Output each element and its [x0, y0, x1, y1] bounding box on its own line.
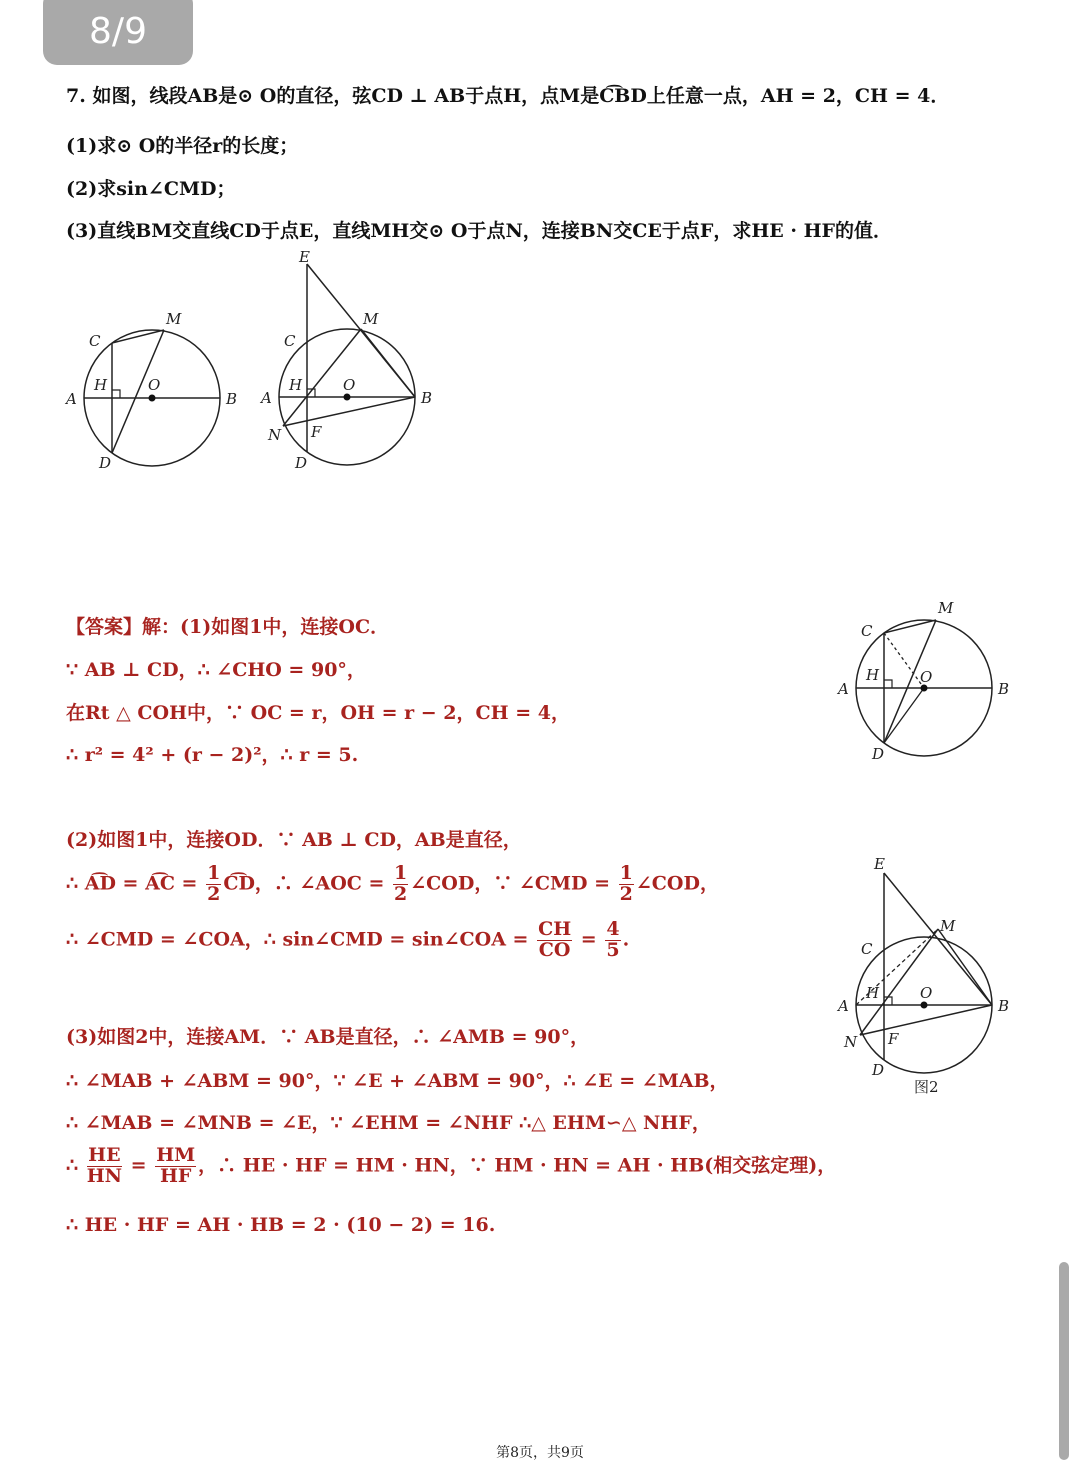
answer-line: ∵ AB ⊥ CD，∴ ∠CHO = 90°，	[66, 659, 366, 681]
answer-line-with-fractions	[66, 864, 719, 905]
denominator: CO	[538, 938, 571, 961]
page-footer: 第8页，共9页	[496, 1445, 584, 1461]
label-O: O	[148, 376, 161, 394]
question-3: (3)直线BM交直线CD于点E，直线MH交⊙ O于点N，连接BN交CE于点F，求HE · HF的值．	[66, 220, 893, 242]
text-segment: ∴ A͡D = A͡C =	[66, 872, 205, 895]
label-C: C	[861, 940, 873, 958]
fraction	[537, 920, 572, 961]
label-E: E	[299, 248, 310, 266]
denominator: 2	[394, 882, 408, 905]
answer-line: (3)如图2中，连接AM．∵ AB是直径，∴ ∠AMB = 90°，	[66, 1026, 590, 1048]
scrollbar-thumb[interactable]	[1059, 1262, 1069, 1460]
label-M: M	[166, 310, 182, 328]
problem-figure-2	[255, 244, 445, 480]
answer-figure-1	[832, 596, 1022, 766]
text-segment: ∠COD，∵ ∠CMD =	[410, 872, 617, 895]
answer-figure-2	[832, 853, 1022, 1098]
question-2: (2)求sin∠CMD；	[66, 178, 236, 200]
denominator: 5	[606, 938, 620, 961]
answer-line: 【答案】解：(1)如图1中，连接OC．	[66, 616, 390, 638]
numerator: 1	[394, 862, 408, 884]
fraction	[87, 1146, 122, 1187]
text-segment: ∠COD，	[635, 872, 719, 895]
fraction	[155, 1146, 196, 1187]
label-C: C	[284, 332, 296, 350]
label-N: N	[268, 426, 282, 444]
question-1: (1)求⊙ O的半径r的长度；	[66, 135, 299, 157]
figure-caption: 图2	[914, 1078, 939, 1096]
answer-line: 在Rt △ COH中，∵ OC = r，OH = r − 2，CH = 4，	[66, 702, 570, 724]
label-B: B	[226, 390, 238, 408]
label-O: O	[343, 376, 356, 394]
label-B: B	[421, 389, 433, 407]
numerator: HM	[156, 1144, 196, 1166]
answer-line: ∴ ∠MAB + ∠ABM = 90°，∵ ∠E + ∠ABM = 90°，∴ ∠E = ∠MAB，	[66, 1070, 729, 1092]
label-M: M	[363, 310, 379, 328]
answer-line: ∴ HE · HF = AH · HB = 2 · (10 − 2) = 16.	[66, 1214, 496, 1236]
numerator: HE	[88, 1144, 121, 1166]
text-segment: ，∴ HE · HF = HM · HN，∵ HM · HN = AH · HB(相交弦定理)，	[198, 1154, 837, 1177]
answer-line: ∴ r² = 4² + (r − 2)²，∴ r = 5.	[66, 744, 359, 766]
answer-line-with-fractions	[66, 920, 629, 961]
problem-statement: 7. 如图，线段AB是⊙ O的直径，弦CD ⊥ AB于点H，点M是C͡BD上任意一点，AH = 2，CH = 4．	[66, 85, 950, 107]
numerator: 1	[619, 862, 633, 884]
numerator: CH	[538, 918, 572, 940]
denominator: 2	[207, 882, 221, 905]
label-D: D	[872, 1061, 885, 1079]
text-segment: =	[124, 1154, 154, 1177]
label-A: A	[838, 680, 849, 698]
label-H: H	[94, 376, 108, 394]
label-B: B	[998, 997, 1010, 1015]
label-C: C	[861, 622, 873, 640]
label-H: H	[289, 376, 303, 394]
text-segment: .	[622, 928, 630, 951]
answer-line: (2)如图1中，连接OD．∵ AB ⊥ CD，AB是直径，	[66, 829, 522, 851]
fraction	[605, 920, 620, 961]
label-C: C	[89, 332, 101, 350]
fraction	[619, 864, 634, 905]
label-D: D	[295, 454, 308, 472]
label-D: D	[872, 745, 885, 763]
fraction	[393, 864, 408, 905]
label-B: B	[998, 680, 1010, 698]
page-indicator: 8/9	[43, 0, 193, 65]
label-N: N	[844, 1033, 858, 1051]
answer-line-with-fractions	[66, 1146, 836, 1187]
label-O: O	[920, 984, 933, 1002]
label-A: A	[66, 390, 77, 408]
label-M: M	[938, 599, 954, 617]
label-H: H	[866, 984, 880, 1002]
label-F: F	[311, 423, 322, 441]
label-A: A	[261, 389, 272, 407]
numerator: 1	[207, 862, 221, 884]
label-D: D	[99, 454, 112, 472]
text-segment: C͡D，∴ ∠AOC =	[223, 872, 392, 895]
label-H: H	[866, 666, 880, 684]
fraction	[206, 864, 221, 905]
answer-line: ∴ ∠MAB = ∠MNB = ∠E，∵ ∠EHM = ∠NHF ∴△ EHM∽△ NHF，	[66, 1112, 711, 1134]
label-M: M	[940, 917, 956, 935]
label-O: O	[920, 668, 933, 686]
denominator: 2	[619, 882, 633, 905]
denominator: HN	[86, 1164, 123, 1187]
label-E: E	[874, 855, 885, 873]
text-segment: =	[574, 928, 604, 951]
text-segment: ∴ ∠CMD = ∠COA，∴ sin∠CMD = sin∠COA =	[66, 928, 536, 951]
problem-figure-1	[60, 300, 250, 480]
label-A: A	[838, 997, 849, 1015]
label-F: F	[888, 1030, 899, 1048]
denominator: HF	[159, 1164, 192, 1187]
text-segment: ∴	[66, 1154, 85, 1177]
numerator: 4	[606, 918, 620, 940]
